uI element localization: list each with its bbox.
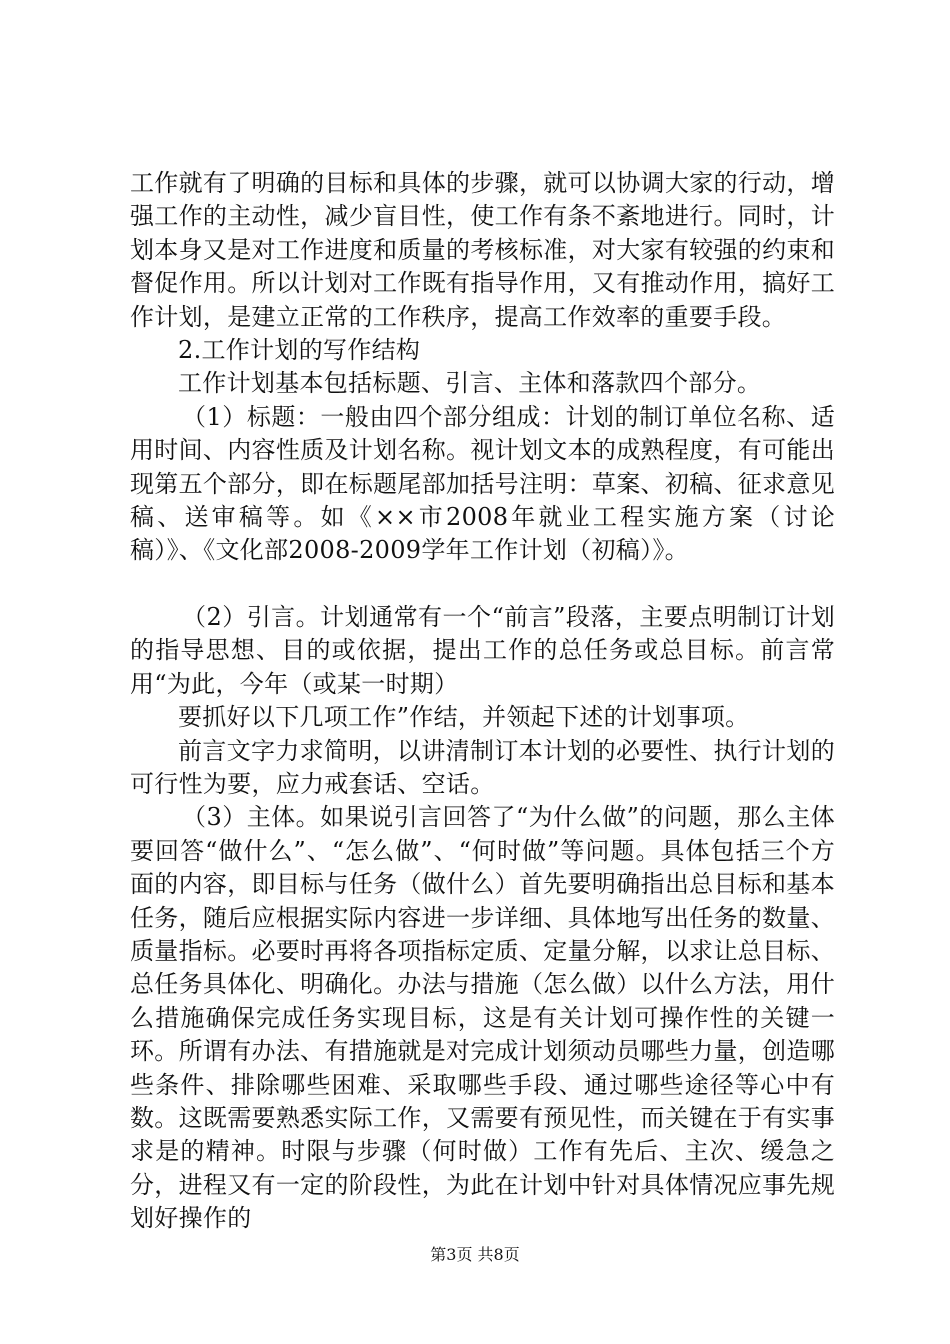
paragraph-introduction-style: 前言文字力求简明，以讲清制订本计划的必要性、执行计划的可行性为要，应力戒套话、空话。 — [130, 736, 835, 798]
paragraph-parts-overview: 工作计划基本包括标题、引言、主体和落款四个部分。 — [178, 369, 762, 398]
paragraph-main-body: （3）主体。如果说引言回答了“为什么做”的问题，那么主体要回答“做什么”、“怎么做”、“何时做”等问题。具体包括三个方面的内容，即目标与任务（做什么）首先要明确指出总目标和基本任务，随后应根据实际内容进一步详细、具体地写出任务的数量、质量指标。必要时再将各项指标定质、定量分解，以求让总目标、总任务具体化、明确化。办法与措施（怎么做）以什么方法，用什么措施确保完成任务实现目标，这是有关计划可操作性的关键一环。所谓有办法、有措施就是对完成计划须动员哪些力量，创造哪些条件、排除哪些困难、采取哪些手段、通过哪些途径等心中有数。这既需要熟悉实际工作，又需要有预见性，而关键在于有实事求是的精神。时限与步骤（何时做）工作有先后、主次、缓急之分，进程又有一定的阶段性，为此在计划中针对具体情况应事先规划好操作的 — [130, 803, 835, 1233]
document-body — [130, 167, 835, 1236]
paragraph-title-section: （1）标题：一般由四个部分组成：计划的制订单位名称、适用时间、内容性质及计划名称。视计划文本的成熟程度，有可能出现第五个部分，即在标题尾部加括号注明：草案、初稿、征求意见稿、送审稿等。如《××市2008年就业工程实施方案（讨论稿）》、《文化部2008-2009学年工作计划（初稿）》。 — [130, 402, 835, 565]
section-heading-structure: 2.工作计划的写作结构 — [178, 336, 421, 365]
paragraph-purpose: 工作就有了明确的目标和具体的步骤，就可以协调大家的行动，增强工作的主动性，减少盲目性，使工作有条不紊地进行。同时，计划本身又是对工作进度和质量的考核标准，对大家有较强的约束和督促作用。所以计划对工作既有指导作用，又有推动作用，搞好工作计划，是建立正常的工作秩序，提高工作效率的重要手段。 — [130, 169, 835, 331]
paragraph-gap — [130, 568, 835, 601]
page-number-footer: 第3页 共8页 — [430, 1245, 520, 1264]
paragraph-introduction: （2）引言。计划通常有一个“前言”段落，主要点明制订计划的指导思想、目的或依据，提出工作的总任务或总目标。前言常用“为此，今年（或某一时期） — [130, 602, 835, 698]
paragraph-introduction-continued: 要抓好以下几项工作”作结，并领起下述的计划事项。 — [178, 703, 750, 732]
